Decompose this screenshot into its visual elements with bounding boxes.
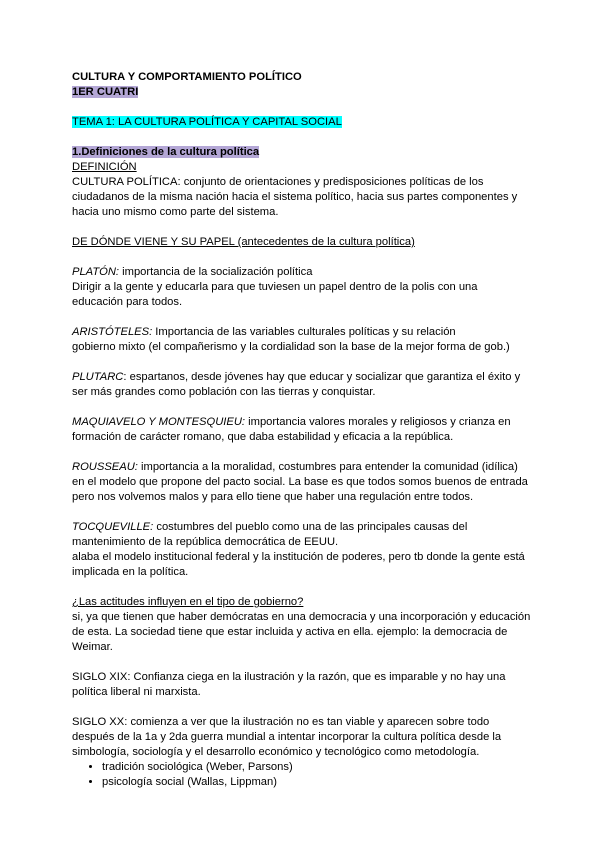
author-name: MAQUIAVELO Y MONTESQUIEU: — [72, 416, 246, 428]
bullet-list — [72, 760, 532, 790]
definition-label: DEFINICIÓN — [72, 161, 137, 173]
siglo19-line: SIGLO XIX: Confianza ciega en la ilustración y la razón, que es imparable y no hay una — [72, 671, 506, 683]
list-item: • tradición sociológica (Weber, Parsons) — [102, 760, 532, 775]
author-text: Importancia de las variables culturales políticas y su relación — [152, 326, 456, 338]
author-line: implicada en la política. — [72, 566, 189, 578]
author-text: costumbres del pueblo como una de las principales causas del — [153, 521, 468, 533]
author-text: importancia a la moralidad, costumbres para entender la comunidad (idílica) — [137, 461, 518, 473]
siglo20-line: después de la 1a y 2da guerra mundial a intentar incorporar la cultura política desde la — [72, 731, 502, 743]
author-line — [72, 415, 532, 430]
author-line: alaba el modelo institucional federal y la institución de poderes, pero tb donde la gente está — [72, 551, 525, 563]
siglo20-line: SIGLO XX: comienza a ver que la ilustración no es tan viable y aparecen sobre todo — [72, 716, 490, 728]
author-name: ARISTÓTELES: — [72, 326, 153, 338]
author-line — [72, 370, 532, 385]
definition-line: CULTURA POLÍTICA: conjunto de orientaciones y predisposiciones políticas de los — [72, 176, 484, 188]
author-line — [72, 325, 532, 340]
author-line — [72, 520, 532, 535]
author-line: ser más grandes como población con las tierras y conquistar. — [72, 386, 376, 398]
tema-heading: TEMA 1: LA CULTURA POLÍTICA Y CAPITAL SOCIAL — [72, 116, 342, 128]
author-text: : espartanos, desde jóvenes hay que educar y socializar que garantiza el éxito y — [123, 371, 521, 383]
author-line: en el modelo que propone del pacto social. La base es que todos somos buenos de entrada — [72, 476, 528, 488]
question-line: si, ya que tienen que haber demócratas en una democracia y una incorporación y educación — [72, 611, 531, 623]
author-line — [72, 265, 532, 280]
siglo20-line: simbología, sociología y el desarrollo económico y tecnológico como metodología. — [72, 746, 480, 758]
author-name: TOCQUEVILLE: — [72, 521, 154, 533]
author-line: educación para todos. — [72, 296, 183, 308]
author-line — [72, 460, 532, 475]
author-line: pero nos volvemos malos y para ello tiene que haber una regulación entre todos. — [72, 491, 474, 503]
semester-line — [72, 85, 532, 100]
author-line: gobierno mixto (el compañerismo y la cordialidad son la base de la mejor forma de gob.) — [72, 341, 510, 353]
author-line: formación de carácter romano, que daba estabilidad y eficacia a la república. — [72, 431, 454, 443]
author-text: importancia valores morales y religiosos y crianza en — [245, 416, 511, 428]
semester-label: 1ER CUATRI — [72, 86, 139, 98]
question-line: de esta. La sociedad tiene que estar incluida y activa en ella. ejemplo: la democracia de — [72, 626, 508, 638]
question-line: Weimar. — [72, 641, 113, 653]
section-heading: 1.Definiciones de la cultura política — [72, 146, 260, 158]
siglo19-line: política liberal ni marxista. — [72, 686, 201, 698]
author-line: mantenimiento de la república democrática de EEUU. — [72, 536, 339, 548]
author-name: PLATÓN: — [72, 266, 120, 278]
document-title: CULTURA Y COMPORTAMIENTO POLÍTICO — [72, 71, 302, 83]
author-name: ROUSSEAU: — [72, 461, 138, 473]
question-heading: ¿Las actitudes influyen en el tipo de gobierno? — [72, 596, 304, 608]
tema-line — [72, 115, 532, 130]
definition-line: hacia uno mismo como parte del sistema. — [72, 206, 279, 218]
section-heading-line — [72, 145, 532, 160]
definition-line: ciudadanos de la misma nación hacia el sistema político, hacia sus partes componentes y — [72, 191, 518, 203]
document-content — [72, 70, 532, 790]
origin-heading: DE DÓNDE VIENE Y SU PAPEL (antecedentes de la cultura política) — [72, 236, 415, 248]
author-line: Dirigir a la gente y educarla para que tuviesen un papel dentro de la polis con una — [72, 281, 478, 293]
list-item: • psicología social (Wallas, Lippman) — [102, 775, 532, 790]
author-text: importancia de la socialización política — [119, 266, 313, 278]
author-name: PLUTARC — [72, 371, 124, 383]
